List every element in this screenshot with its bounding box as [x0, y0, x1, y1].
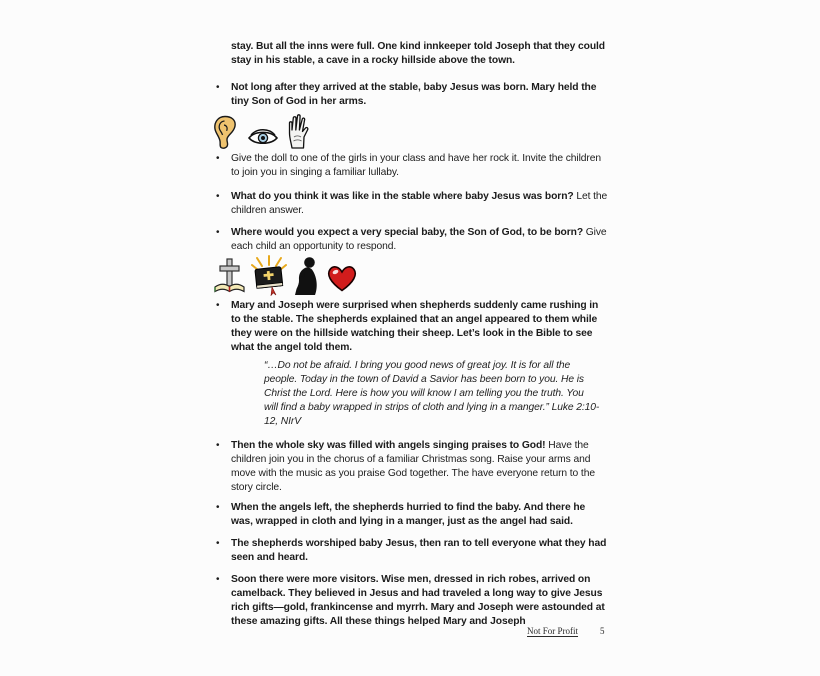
bullet-marker: • — [216, 191, 220, 202]
bullet-text — [231, 190, 608, 218]
question-text: What do you think it was like in the stable where baby Jesus was born? — [231, 191, 574, 202]
bullet-text — [231, 439, 608, 495]
bullet-marker: • — [216, 574, 220, 585]
bullet-marker: • — [216, 502, 220, 513]
bullet-item — [216, 439, 608, 495]
instruction-text: Let the children answer. — [231, 191, 608, 216]
sensory-icon-row — [212, 111, 608, 149]
bullet-marker: • — [216, 538, 220, 549]
praying-child-icon — [291, 256, 321, 296]
bullet-text — [231, 226, 608, 254]
bullet-marker: • — [216, 227, 220, 238]
bullet-text: Not long after they arrived at the stable, baby Jesus was born. Mary held the tiny Son of God in her arms. — [231, 82, 597, 107]
footer-label: Not For Profit — [527, 626, 579, 636]
bullet-item — [216, 226, 608, 254]
bullet-marker: • — [216, 440, 220, 451]
bullet-item — [216, 573, 608, 629]
bullet-item — [216, 152, 608, 180]
bullet-item — [216, 299, 608, 355]
story-lead-text: Then the whole sky was filled with angels singing praises to God! — [231, 440, 546, 451]
scripture-quote: “…Do not be afraid. I bring you good news of great joy. It is for all the people. Today in the town of David a Savior has been born to you. He is Christ the Lord. Here is how you will know I am telling you the truth. You will find a baby wrapped in strips of cloth and lying in a manger.” Luke 2:10-12, NIrV — [264, 360, 600, 427]
instruction-text: Give each child an opportunity to respond. — [231, 227, 607, 252]
bullet-item — [216, 537, 608, 565]
heart-icon — [325, 263, 359, 293]
eye-icon — [247, 124, 279, 148]
question-text: Where would you expect a very special baby, the Son of God, to be born? — [231, 227, 584, 238]
glowing-bible-icon — [251, 255, 287, 296]
bullet-item — [216, 81, 608, 109]
hand-icon — [285, 111, 311, 149]
bullet-item — [216, 501, 608, 529]
paragraph-continuation: stay. But all the inns were full. One kind innkeeper told Joseph that they could stay in his stable, a cave in a rocky hillside above the town. — [231, 41, 606, 66]
bullet-text: When the angels left, the shepherds hurried to find the baby. And there he was, wrapped in cloth and lying in a manger, just as the angel had said. — [231, 502, 586, 527]
ear-icon — [212, 115, 241, 149]
cross-on-bible-icon — [213, 258, 247, 296]
bullet-text: Give the doll to one of the girls in your class and have her rock it. Invite the children to join you in singing a familiar lullaby. — [231, 153, 601, 178]
page-number: 5 — [600, 626, 605, 636]
bullet-marker: • — [216, 153, 220, 164]
bullet-text: Mary and Joseph were surprised when shepherds suddenly came rushing in to the stable. The shepherds explained that an angel appeared to them while they were on the hillside watching their sheep. Let’s look in the Bible to see what the angel told them. — [231, 300, 599, 353]
worship-icon-row — [213, 256, 608, 296]
bullet-text: Soon there were more visitors. Wise men, dressed in rich robes, arrived on camelback. They believed in Jesus and had traveled a long way to give Jesus rich gifts—gold, frankincense and myrrh. Mary and Joseph were astounded at these amazing gifts. All these things helped Mary and Joseph — [231, 574, 605, 627]
instruction-text: Have the children join you in the chorus of a familiar Christmas song. Raise your arms and move with the music as you praise God together. The have everyone return to the story circle. — [231, 440, 595, 493]
bullet-marker: • — [216, 300, 220, 311]
document-page — [216, 40, 608, 642]
bullet-text: The shepherds worshiped baby Jesus, then ran to tell everyone what they had seen and heard. — [231, 538, 607, 563]
bullet-marker: • — [216, 82, 220, 93]
bullet-item — [216, 190, 608, 218]
